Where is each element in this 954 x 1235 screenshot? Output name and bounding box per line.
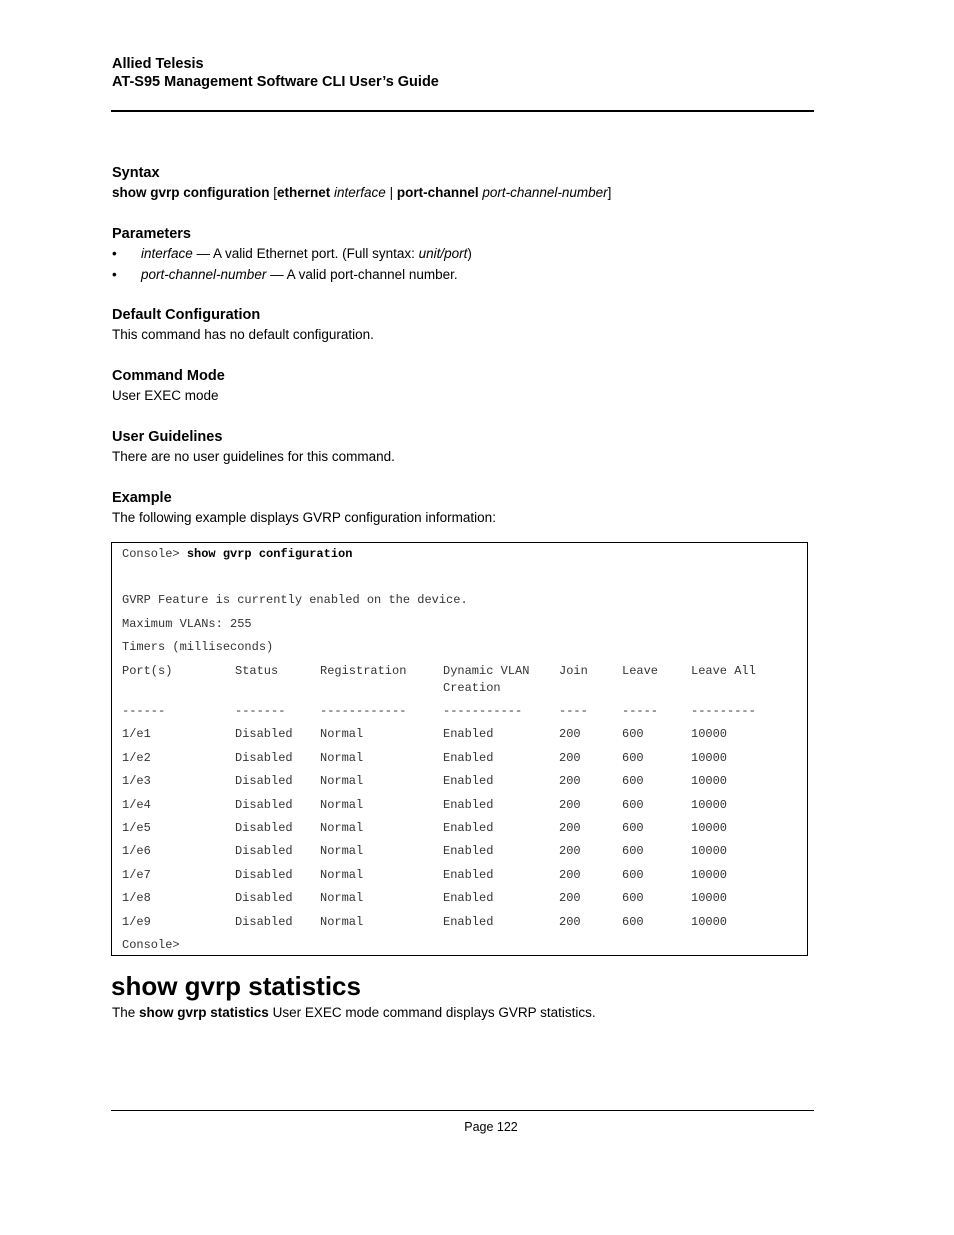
table-cell-status: Disabled <box>235 821 293 835</box>
table-cell-port: 1/e7 <box>122 868 151 882</box>
syntax-keyword-ethernet: ethernet <box>277 185 331 200</box>
column-header-leave: Leave <box>622 664 659 678</box>
table-cell-registration: Normal <box>320 868 364 882</box>
command-mode-text: User EXEC mode <box>112 388 219 403</box>
table-cell-port: 1/e5 <box>122 821 151 835</box>
parameter-term: port-channel-number <box>141 267 267 282</box>
table-cell-registration: Normal <box>320 798 364 812</box>
syntax-command: show gvrp configuration <box>112 185 270 200</box>
page-number: Page 122 <box>464 1120 518 1134</box>
table-cell-join: 200 <box>559 821 581 835</box>
column-separator: ----- <box>622 704 659 718</box>
table-cell-port: 1/e8 <box>122 891 151 905</box>
table-cell-status: Disabled <box>235 727 293 741</box>
syntax-section <box>112 164 611 202</box>
table-cell-registration: Normal <box>320 751 364 765</box>
intro-pre: The <box>112 1005 140 1020</box>
table-cell-dynamic-vlan: Enabled <box>443 891 494 905</box>
table-cell-leave: 600 <box>622 915 644 929</box>
header-divider <box>111 110 814 112</box>
table-cell-leave-all: 10000 <box>691 821 728 835</box>
guide-title: AT-S95 Management Software CLI User’s Guide <box>112 74 439 90</box>
syntax-bracket-close: ] <box>607 185 612 200</box>
table-cell-dynamic-vlan: Enabled <box>443 751 494 765</box>
parameter-desc: — A valid Ethernet port. (Full syntax: <box>192 246 419 261</box>
console-status-line: GVRP Feature is currently enabled on the device. <box>122 593 468 607</box>
syntax-arg-interface: interface <box>330 185 390 200</box>
bullet-icon: • <box>112 267 117 282</box>
table-cell-join: 200 <box>559 727 581 741</box>
example-section <box>112 489 496 527</box>
column-separator: ---- <box>559 704 588 718</box>
table-cell-port: 1/e3 <box>122 774 151 788</box>
column-header-port: Port(s) <box>122 664 173 678</box>
column-header-dynamic-vlan-line2: Creation <box>443 681 501 695</box>
table-cell-port: 1/e1 <box>122 727 151 741</box>
default-config-section <box>112 306 374 344</box>
default-config-text: This command has no default configuration. <box>112 327 374 342</box>
table-cell-status: Disabled <box>235 751 293 765</box>
column-header-join: Join <box>559 664 588 678</box>
console-output-box <box>111 542 808 956</box>
example-heading: Example <box>112 490 172 506</box>
table-cell-dynamic-vlan: Enabled <box>443 727 494 741</box>
column-header-leave-all: Leave All <box>691 664 756 678</box>
column-header-status: Status <box>235 664 279 678</box>
table-cell-leave-all: 10000 <box>691 798 728 812</box>
column-separator: ------ <box>122 704 166 718</box>
table-cell-leave: 600 <box>622 868 644 882</box>
table-cell-leave-all: 10000 <box>691 891 728 905</box>
table-cell-dynamic-vlan: Enabled <box>443 915 494 929</box>
console-max-vlans: Maximum VLANs: 255 <box>122 617 252 631</box>
table-cell-port: 1/e9 <box>122 915 151 929</box>
default-config-heading: Default Configuration <box>112 307 261 323</box>
command-mode-section <box>112 367 225 405</box>
command-mode-heading: Command Mode <box>112 368 225 384</box>
table-cell-status: Disabled <box>235 798 293 812</box>
table-cell-dynamic-vlan: Enabled <box>443 868 494 882</box>
table-cell-leave: 600 <box>622 844 644 858</box>
parameter-item <box>112 243 472 264</box>
table-cell-port: 1/e2 <box>122 751 151 765</box>
page-header <box>112 55 439 91</box>
table-cell-join: 200 <box>559 891 581 905</box>
parameter-desc: — A valid port-channel number. <box>266 267 458 282</box>
intro-command: show gvrp statistics <box>139 1005 269 1020</box>
footer-divider <box>111 1110 814 1111</box>
console-prompt: Console> <box>122 547 187 561</box>
console-command-line <box>122 546 352 563</box>
table-cell-leave-all: 10000 <box>691 844 728 858</box>
table-cell-status: Disabled <box>235 891 293 905</box>
table-cell-leave: 600 <box>622 727 644 741</box>
table-cell-registration: Normal <box>320 727 364 741</box>
table-cell-leave: 600 <box>622 821 644 835</box>
parameters-section <box>112 225 472 285</box>
syntax-keyword-port-channel: port-channel <box>396 185 479 200</box>
section-intro <box>112 1003 596 1022</box>
table-cell-dynamic-vlan: Enabled <box>443 844 494 858</box>
syntax-heading: Syntax <box>112 165 160 181</box>
table-cell-registration: Normal <box>320 774 364 788</box>
table-cell-join: 200 <box>559 915 581 929</box>
table-cell-join: 200 <box>559 798 581 812</box>
parameters-list <box>112 243 472 285</box>
company-name: Allied Telesis <box>112 56 204 72</box>
table-cell-registration: Normal <box>320 821 364 835</box>
user-guidelines-heading: User Guidelines <box>112 429 223 445</box>
syntax-arg-port-channel-number: port-channel-number <box>478 185 608 200</box>
table-cell-status: Disabled <box>235 915 293 929</box>
syntax-bracket-open: [ <box>269 185 278 200</box>
table-cell-join: 200 <box>559 868 581 882</box>
console-timers: Timers (milliseconds) <box>122 640 274 654</box>
table-cell-dynamic-vlan: Enabled <box>443 774 494 788</box>
example-text: The following example displays GVRP configuration information: <box>112 510 496 525</box>
column-header-dynamic-vlan: Dynamic VLAN <box>443 664 530 678</box>
table-cell-status: Disabled <box>235 774 293 788</box>
console-command: show gvrp configuration <box>186 547 353 561</box>
table-cell-port: 1/e6 <box>122 844 151 858</box>
table-cell-dynamic-vlan: Enabled <box>443 798 494 812</box>
parameter-syntax: unit/port <box>418 246 468 261</box>
table-cell-leave: 600 <box>622 891 644 905</box>
user-guidelines-section <box>112 428 395 466</box>
table-cell-leave-all: 10000 <box>691 868 728 882</box>
table-cell-join: 200 <box>559 751 581 765</box>
table-cell-dynamic-vlan: Enabled <box>443 821 494 835</box>
parameter-tail: ) <box>467 246 472 261</box>
table-cell-status: Disabled <box>235 844 293 858</box>
syntax-line <box>112 183 611 202</box>
table-cell-join: 200 <box>559 844 581 858</box>
parameter-item <box>112 264 472 285</box>
table-cell-leave: 600 <box>622 751 644 765</box>
section-title: show gvrp statistics <box>111 971 361 1001</box>
column-separator: ------------ <box>320 704 407 718</box>
table-cell-leave-all: 10000 <box>691 915 728 929</box>
table-cell-port: 1/e4 <box>122 798 151 812</box>
console-end-prompt: Console> <box>122 938 180 952</box>
user-guidelines-text: There are no user guidelines for this command. <box>112 449 395 464</box>
column-separator: ------- <box>235 704 286 718</box>
column-separator: ----------- <box>443 704 523 718</box>
table-cell-registration: Normal <box>320 844 364 858</box>
table-cell-registration: Normal <box>320 915 364 929</box>
column-header-registration: Registration <box>320 664 407 678</box>
table-cell-leave-all: 10000 <box>691 727 728 741</box>
table-cell-status: Disabled <box>235 868 293 882</box>
intro-post: User EXEC mode command displays GVRP statistics. <box>268 1005 596 1020</box>
table-cell-join: 200 <box>559 774 581 788</box>
column-separator: --------- <box>691 704 756 718</box>
parameters-heading: Parameters <box>112 226 191 242</box>
table-cell-registration: Normal <box>320 891 364 905</box>
table-cell-leave: 600 <box>622 774 644 788</box>
table-cell-leave: 600 <box>622 798 644 812</box>
parameter-term: interface <box>141 246 193 261</box>
bullet-icon: • <box>112 246 117 261</box>
table-cell-leave-all: 10000 <box>691 751 728 765</box>
table-cell-leave-all: 10000 <box>691 774 728 788</box>
syntax-separator: | <box>389 185 397 200</box>
